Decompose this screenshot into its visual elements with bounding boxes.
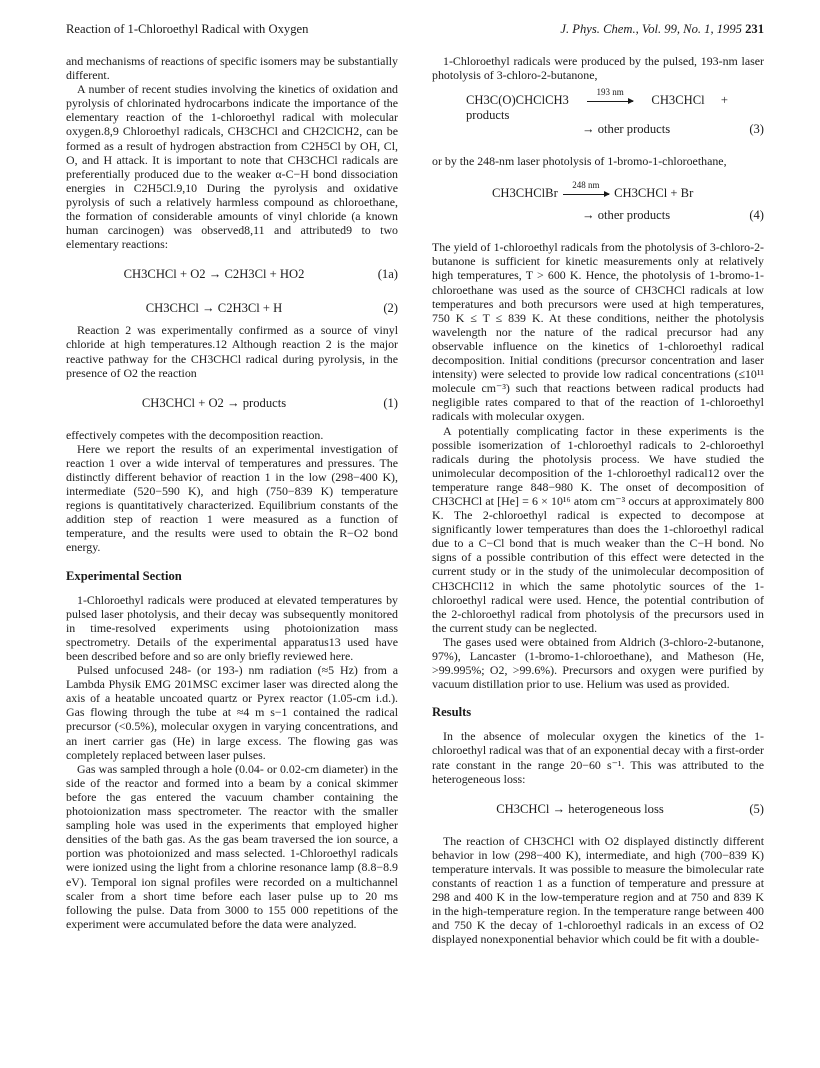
running-title: Reaction of 1-Chloroethyl Radical with Oxygen xyxy=(66,22,309,36)
paragraph: The gases used were obtained from Aldrich (3-chloro-2-butanone, 97%), Lancaster (1-bromo-1-chloroethane), and Matheson (He, >99.995%; O2, >99.6%). Precursors and oxygen were purified by vacuum distillation prior to use. Helium was used as provided. xyxy=(432,634,764,692)
wavelength-label: 248 nm xyxy=(572,179,600,190)
reactant: CH3CHClBr xyxy=(492,185,558,200)
paragraph: 1-Chloroethyl radicals were produced by the pulsed, 193-nm laser photolysis of 3-chloro-2-butanone, xyxy=(432,54,764,83)
equation-number: (1) xyxy=(383,395,398,410)
photolysis-arrow xyxy=(587,86,633,108)
paragraph: In the absence of molecular oxygen the kinetics of the 1-chloroethyl radical was that of an exponential decay with a first-order rate constant in the range 20−60 s⁻¹. This was attributed to the heterogeneous loss: xyxy=(432,729,764,786)
equation-1 xyxy=(66,394,398,412)
two-column-body xyxy=(66,54,764,947)
paragraph: Gas was sampled through a hole (0.04- or 0.02-cm diameter) in the side of the reactor and formed into a beam by a conical skimmer before the gas entered the vacuum chamber containing the photoionization mass spectrometer. The reactor with the smaller sampling hole was used in the experiments that employed higher densities of the bath gas. As the gas beam traversed the ion source, a portion was photoionized and mass selected. 1-Chloroethyl radicals were ionized using the light from a chlorine resonance lamp (8.8−8.9 eV). Temporal ion signal profiles were recorded on a multichannel scaler from a short time before each laser pulse up to 20 ms following the pulse. Data from 3000 to 155 000 repetitions of the experiment were accumulated before the data were analyzed. xyxy=(66,761,398,931)
equation-4 xyxy=(432,179,764,226)
products: CH3CHCl + products xyxy=(466,92,728,122)
continuation: → other products xyxy=(582,208,671,223)
photolysis-arrow xyxy=(563,179,609,201)
equation-2 xyxy=(66,299,398,317)
equation-body: CH3CHCl → C2H3Cl + H xyxy=(145,301,283,316)
equation-3 xyxy=(432,86,764,140)
paragraph: 1-Chloroethyl radicals were produced at elevated temperatures by pulsed laser photolysis, and their decay was subsequently monitored in time-resolved experiments using photoionization mass spectrometry. Details of the experimental apparatus13 used have been described before and so are only briefly reviewed here. xyxy=(66,592,398,663)
paragraph: Pulsed unfocused 248- (or 193-) nm radiation (≈5 Hz) from a Lambda Physik EMG 201MSC excimer laser was directed along the axis of a heatable uncoated quartz or Pyrex reactor (1.05-cm i.d.). Gas flowing through the tube at ≈4 m s−1 contained the radical precursor (<0.5%), molecular oxygen in varying concentrations, and an inert carrier gas (He) in large excess. The flowing gas was completely replaced between laser pulses. xyxy=(66,663,398,762)
section-heading-experimental: Experimental Section xyxy=(66,568,182,583)
equation-number: (2) xyxy=(383,301,398,316)
equation-number: (1a) xyxy=(377,267,398,282)
equation-5 xyxy=(432,800,764,818)
equation-body: CH3CHCl + O2 → C2H3Cl + HO2 xyxy=(123,267,305,282)
products: CH3CHCl + Br xyxy=(614,185,694,200)
paragraph: A number of recent studies involving the kinetics of oxidation and pyrolysis of chlorinated hydrocarbons indicate the importance of the elementary reaction of the 1-chloroethyl radical with molecular oxygen.8,9 Chloroethyl radicals, CH3CHCl and CH2ClCH2, can be formed as a result of hydrogen abstraction from C2H5Cl by OH, Cl, O, and H attack. It is important to note that CH3CHCl radicals are preferentially produced due to the weaker α-C−H bond dissociation energies in C2H5Cl.9,10 During the pyrolysis and oxidative pyrolysis of such a relatively harmless compound as chloroethane, the formation of considerable amounts of vinyl chloride (a known human carcinogen) was observed8,11 and attributed9 to two elementary reactions: xyxy=(66,82,398,252)
paragraph: The yield of 1-chloroethyl radicals from the photolysis of 3-chloro-2-butanone is sufficient for kinetic measurements only at relatively high temperatures, T > 600 K. Hence, the photolysis of 1-bromo-1-chloroethane was used as the source of CH3CHCl radicals at low temperatures and both precursors were used at high temperatures, 750 K ≤ T ≤ 839 K. At these conditions, neither the photolysis wavelength nor the nature of the radical precursor had any observable influence on the kinetics of 1-chloroethyl radical decomposition. Initial conditions (precursor concentration and laser intensity) were selected to provide low radical concentrations (≤10¹¹ molecule cm⁻³) such that reactions between radical products had negligible rates compared to that of the reaction of 1-chloroethyl radicals with molecular oxygen. xyxy=(432,240,764,424)
paragraph: The reaction of CH3CHCl with O2 displayed distinctly different behavior in low (298−400 K), intermediate, and high (700−839 K) temperature intervals. It was possible to measure the bimolecular rate constants of reaction 1 as a function of temperature and pressure at 298 and 400 K in the low-temperature region and at 750 and 839 K in the high-temperature region. In the temperature range between 400 and 750 K the decay of 1-chloroethyl radicals in an excess of O2 displayed nonexponential behavior which could be fit with a double- xyxy=(432,833,764,947)
equation-number: (5) xyxy=(749,801,764,816)
equation-body: CH3CHCl + O2 → products xyxy=(141,395,287,410)
journal-citation xyxy=(560,22,764,37)
page-number: 231 xyxy=(745,22,764,36)
paragraph: Reaction 2 was experimentally confirmed as a source of vinyl chloride at high temperatures.12 Although reaction 2 is the major reactive pathway for the CH3CHCl radical during pyrolysis, in the presence of O2 the reaction xyxy=(66,323,398,380)
paragraph: or by the 248-nm laser photolysis of 1-bromo-1-chloroethane, xyxy=(432,154,727,169)
equation-1a xyxy=(66,265,398,283)
section-heading-results: Results xyxy=(432,705,472,720)
paragraph: Here we report the results of an experimental investigation of reaction 1 over a wide interval of temperatures and pressures. The distinctly different behavior of reaction 1 in the low (298−400 K), intermediate (520−590 K), and high (750−839 K) temperature regions is quantitatively characterized. Equilibrium constants of the addition step of reaction 1 were measured as a function of temperature, and the results were used to obtain the R−O2 bond energy. xyxy=(66,441,398,555)
journal-name: J. Phys. Chem., Vol. 99, No. 1, 1995 xyxy=(560,22,742,36)
right-column xyxy=(432,54,764,947)
equation-number: (3) xyxy=(749,122,764,137)
paragraph: effectively competes with the decomposition reaction. xyxy=(66,427,324,442)
continuation: → other products xyxy=(582,122,671,137)
paragraph: A potentially complicating factor in these experiments is the possible isomerization of 1-chloroethyl radicals to 2-chloroethyl radicals during the photolysis process. We have studied the unimolecular decomposition of the 1-chloroethyl radical12 over the temperature range 848−980 K. The onset of decomposition of CH3CHCl at [He] = 6 × 10¹⁶ atom cm⁻³ occurs at approximately 800 K. The 2-chloroethyl radical is expected to decompose at significantly lower temperatures than does the 1-chloroethyl radical due to a C−Cl bond that is much weaker than the C−H bond. No signs of a possible contribution of this effect were detected in the current study or in the study of the unimolecular decomposition of CH3CHCl12 in which the same photolytic sources of the 1-chloroethyl radical were used. Hence, the potential contribution of the 2-chloroethyl radical from photolysis of the precursors used in the current study can be neglected. xyxy=(432,423,764,635)
wavelength-label: 193 nm xyxy=(596,86,624,97)
left-column xyxy=(66,54,398,947)
paragraph: and mechanisms of reactions of specific isomers may be substantially different. xyxy=(66,54,398,83)
reactant: CH3C(O)CHClCH3 xyxy=(466,92,569,107)
equation-number: (4) xyxy=(749,208,764,223)
equation-body: CH3CHCl → heterogeneous loss xyxy=(496,801,664,816)
running-header xyxy=(66,22,764,40)
